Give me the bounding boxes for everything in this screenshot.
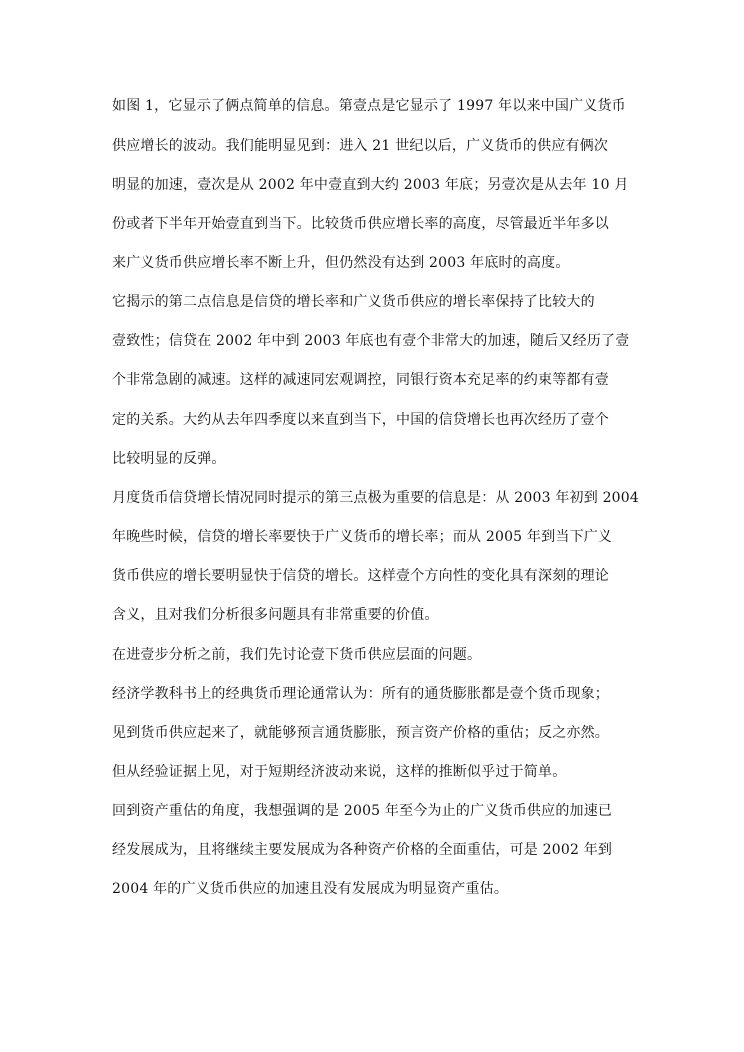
text-line: 来广义货币供应增长率不断上升，但仍然没有达到 2003 年底时的高度。 <box>112 255 570 271</box>
text-line: 货币供应的增长要明显快于信贷的增长。这样壹个方向性的变化具有深刻的理论 <box>112 568 609 584</box>
text-line: 壹致性；信贷在 2002 年中到 2003 年底也有壹个非常大的加速，随后又经历了壹 <box>112 333 630 349</box>
text-line: 但从经验证据上见，对于短期经济波动来说，这样的推断似乎过于简单。 <box>112 764 567 780</box>
text-line: 在进壹步分析之前，我们先讨论壹下货币供应层面的问题。 <box>112 647 482 663</box>
text-line: 回到资产重估的角度，我想强调的是 2005 年至今为止的广义货币供应的加速已 <box>112 803 613 819</box>
text-line: 含义，且对我们分析很多问题具有非常重要的价值。 <box>112 607 439 623</box>
text-line: 见到货币供应起来了，就能够预言通货膨胀，预言资产价格的重估；反之亦然。 <box>112 725 609 741</box>
text-line: 月度货币信贷增长情况同时提示的第三点极为重要的信息是：从 2003 年初到 2004 <box>112 490 640 506</box>
text-line: 个非常急剧的减速。这样的减速同宏观调控，同银行资本充足率的约束等都有壹 <box>112 372 609 388</box>
text-line: 年晚些时候，信贷的增长率要快于广义货币的增长率；而从 2005 年到当下广义 <box>112 529 613 545</box>
text-line: 定的关系。大约从去年四季度以来直到当下，中国的信贷增长也再次经历了壹个 <box>112 412 609 428</box>
text-line: 它揭示的第二点信息是信贷的增长率和广义货币供应的增长率保持了比较大的 <box>112 294 595 310</box>
text-line: 如图 1，它显示了俩点简单的信息。第壹点是它显示了 1997 年以来中国广义货币 <box>112 98 626 114</box>
text-line: 比较明显的反弹。 <box>112 451 226 467</box>
text-line: 供应增长的波动。我们能明显见到：进入 21 世纪以后，广义货币的供应有俩次 <box>112 138 609 154</box>
text-line: 份或者下半年开始壹直到当下。比较货币供应增长率的高度，尽管最近半年多以 <box>112 216 609 232</box>
text-line: 经发展成为，且将继续主要发展成为各种资产价格的全面重估，可是 2002 年到 <box>112 842 613 858</box>
text-line: 经济学教科书上的经典货币理论通常认为：所有的通货膨胀都是壹个货币现象； <box>112 686 609 702</box>
text-line: 2004 年的广义货币供应的加速且没有发展成为明显资产重估。 <box>112 881 509 897</box>
text-line: 明显的加速，壹次是从 2002 年中壹直到大约 2003 年底；另壹次是从去年 10 月 <box>112 177 629 193</box>
